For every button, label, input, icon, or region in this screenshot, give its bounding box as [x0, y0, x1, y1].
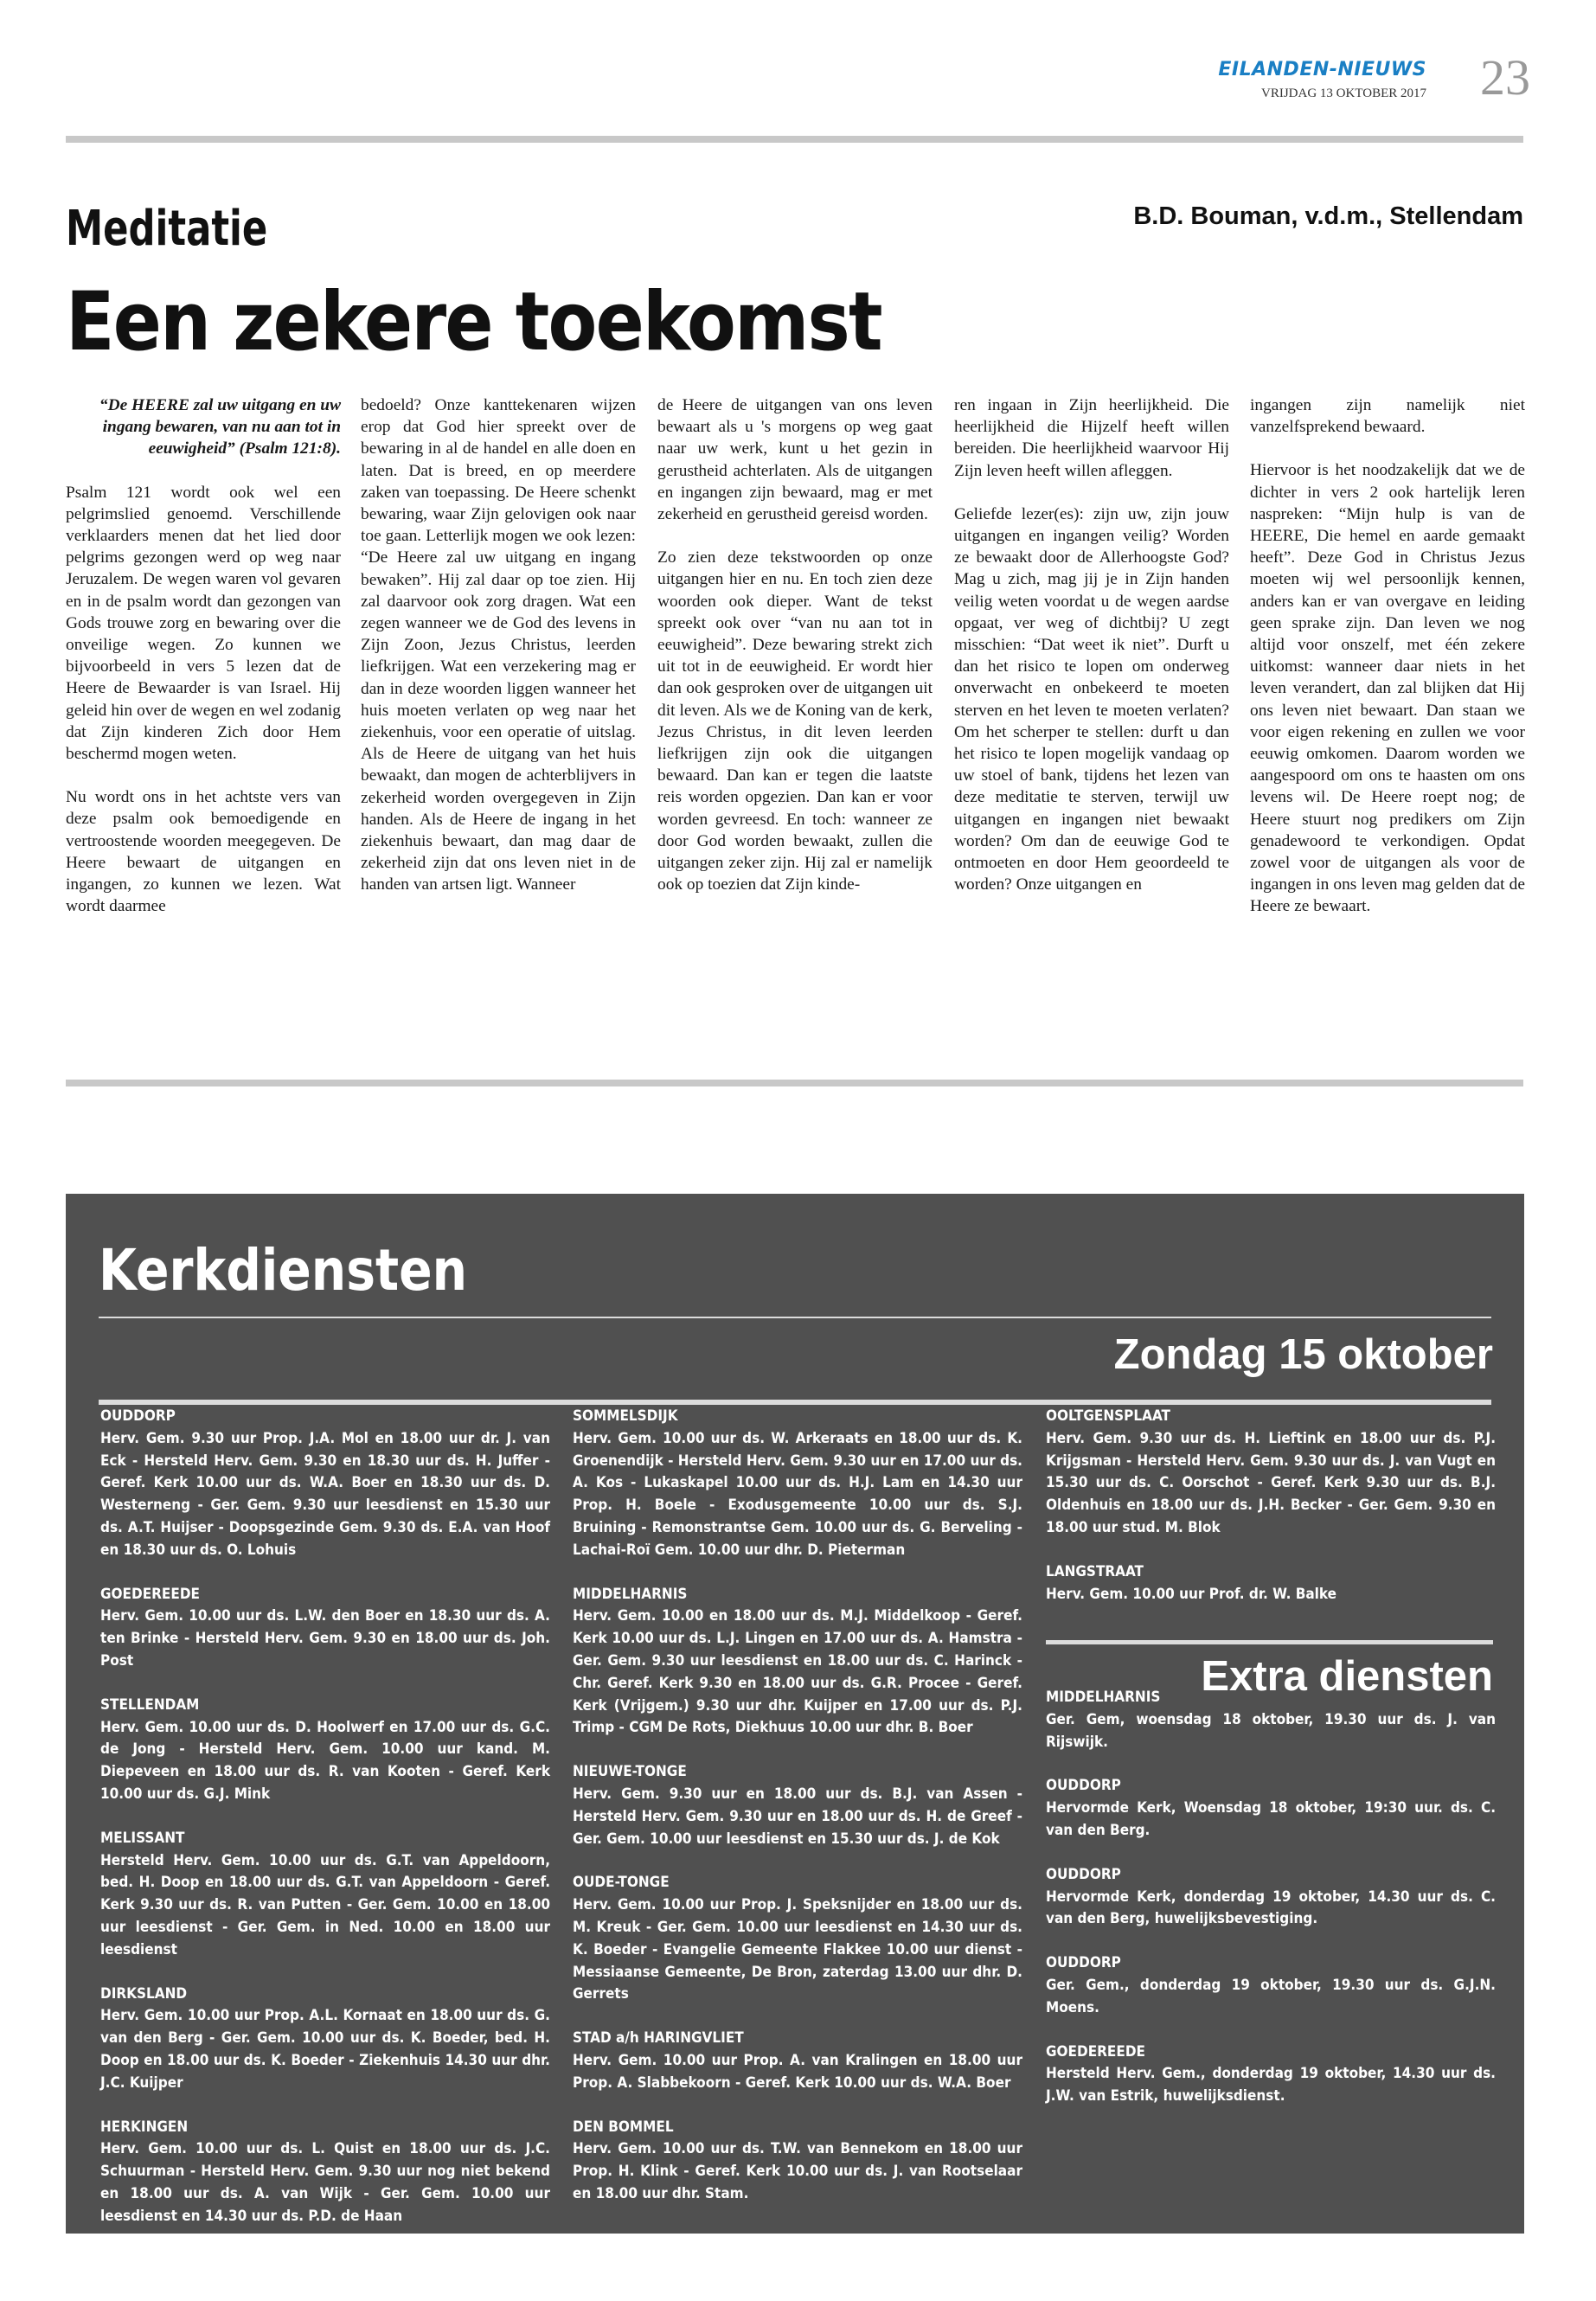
service-place: MELISSANT — [100, 1829, 185, 1847]
paragraph: Zo zien deze tekstwoorden op onze uitgangen hier en nu. En toch zien deze woorden ook dieper. Want de tekst spreekt ook over “van nu aan tot in eeuwigheid”. Deze bewaring strekt zich uit tot in de eeuwigheid. Er wordt hier dan ook gesproken over de uitgangen uit dit leven. Als we de Koning van de kerk, Jezus Christus, in dit leven leerden liefkrijgen zijn ook die uitgangen bewaard. Dan kan er tegen die laatste reis worden opgezien. Dan kan er voor worden gevreesd. En toch: wanneer ze door God worden bewaakt, zullen die uitgangen zeker zijn. Hij zal er namelijk ook op toezien dat Zijn kinde- — [657, 548, 933, 894]
title-rule — [99, 1317, 1491, 1318]
paragraph: ren ingaan in Zijn heerlijkheid. Die heerlijkheid die Hijzelf heeft willen bereiden. Die heerlijkheid waarvoor Hij Zijn leven heeft willen afleggen. — [954, 396, 1229, 480]
service-place: OUDDORP — [1046, 1865, 1121, 1883]
service-entry — [1046, 1952, 1496, 2019]
service-entry — [573, 2028, 1022, 2094]
service-entry — [100, 1406, 550, 1562]
service-details: Herv. Gem. 9.30 uur en 18.00 uur ds. B.J. van Assen - Hersteld Herv. Gem. 9.30 uur en 18.00 uur ds. H. de Greef - Ger. Gem. 10.00 uur leesdienst en 15.30 uur ds. J. de Kok — [573, 1785, 1022, 1848]
service-entry — [573, 1584, 1022, 1740]
service-place: LANGSTRAAT — [1046, 1562, 1144, 1580]
services-column-3 — [1046, 1406, 1496, 1627]
service-details: Herv. Gem. 10.00 uur Prof. dr. W. Balke — [1046, 1585, 1337, 1603]
service-entry — [573, 1406, 1022, 1562]
service-entry — [1046, 1406, 1496, 1540]
article-column-4 — [954, 394, 1229, 917]
byline: B.D. Bouman, v.d.m., Stellendam — [1133, 202, 1523, 230]
extra-rule — [1046, 1640, 1493, 1644]
service-place: OUDDORP — [100, 1407, 176, 1425]
bible-quote: “De HEERE zal uw uitgang en uw ingang bewaren, van nu aan tot in eeuwigheid” (Psalm 121:8). — [99, 396, 341, 458]
service-place: OUDDORP — [1046, 1777, 1121, 1795]
section-title: Meditatie — [66, 201, 268, 257]
kerkdiensten-box — [66, 1194, 1524, 2234]
service-place: DIRKSLAND — [100, 1984, 188, 2003]
page-number: 23 — [1480, 49, 1530, 106]
headline: Een zekere toekomst — [66, 275, 881, 369]
service-entry — [1046, 1687, 1496, 1753]
service-place: STAD a/h HARINGVLIET — [573, 2029, 744, 2048]
sunday-heading: Zondag 15 oktober — [1113, 1331, 1493, 1378]
service-place: GOEDEREEDE — [1046, 2042, 1145, 2061]
service-details: Hersteld Herv. Gem. 10.00 uur ds. G.T. van Appeldoorn, bed. H. Doop en 18.00 uur ds. G.T. van Appeldoorn - Geref. Kerk 9.30 uur ds. R. van Putten - Ger. Gem. 10.00 en 18.00 uur leesdienst - Ger. Gem. in Ned. 10.00 en 18.00 uur leesdienst — [100, 1851, 550, 1958]
service-details: Herv. Gem. 9.30 uur Prop. J.A. Mol en 18.00 uur dr. J. van Eck - Hersteld Herv. Gem. 9.30 en 18.30 uur ds. H. Juffer - Geref. Kerk 10.00 uur ds. W.A. Boer en 18.30 uur ds. D. Westerneng - Ger. Gem. 9.30 uur leesdienst en 15.30 uur ds. A.T. Huijser - Doopsgezinde Gem. 9.30 ds. E.A. van Hoof en 18.30 uur ds. O. Lohuis — [100, 1429, 550, 1559]
article-column-1 — [66, 394, 341, 939]
service-details: Herv. Gem. 10.00 en 18.00 uur ds. M.J. Middelkoop - Geref. Kerk 10.00 uur ds. L.J. Lingen en 17.00 uur ds. A. Hamstra - Ger. Gem. 9.30 uur leesdienst en 18.00 uur ds. C. Harinck - Chr. Geref. Kerk 9.30 en 18.00 uur ds. G.R. Procee - Geref. Kerk (Vrijgem.) 9.30 uur dhr. Kuijper en 17.00 uur ds. P.J. Trimp - CGM De Rots, Diekhuus 10.00 uur dhr. B. Boer — [573, 1607, 1022, 1737]
extra-services-column — [1046, 1687, 1496, 2130]
service-details: Ger. Gem., donderdag 19 oktober, 19.30 uur ds. G.J.N. Moens. — [1046, 1976, 1496, 2016]
extra-heading: Extra diensten — [1201, 1653, 1493, 1700]
service-entry — [573, 2117, 1022, 2206]
service-details: Herv. Gem. 10.00 uur ds. L.W. den Boer en 18.30 uur ds. A. ten Brinke - Hersteld Herv. Gem. 9.30 en 18.00 uur ds. Joh. Post — [100, 1607, 550, 1670]
service-details: Herv. Gem. 10.00 uur Prop. A.L. Kornaat en 18.00 uur ds. G. van den Berg - Ger. Gem. 10.00 uur ds. K. Boeder, bed. H. Doop en 18.00 uur ds. K. Boeder - Ziekenhuis 14.30 uur dhr. J.C. Kuijper — [100, 2007, 550, 2092]
service-details: Hervormde Kerk, donderdag 19 oktober, 14.30 uur ds. C. van den Berg, huwelijksbevestiging. — [1046, 1888, 1496, 1928]
service-entry — [573, 1761, 1022, 1850]
service-entry — [100, 1828, 550, 1962]
service-place: GOEDEREEDE — [100, 1585, 200, 1603]
service-details: Herv. Gem. 10.00 uur Prop. J. Speksnijder en 18.00 uur ds. M. Kreuk - Ger. Gem. 10.00 uur leesdienst en 14.30 uur ds. K. Boeder - Evangelie Gemeente Flakkee 10.00 uur dienst - Messiaanse Gemeente, De Bron, zaterdag 13.00 uur dhr. D. Gerrets — [573, 1896, 1022, 2003]
article-column-5 — [1250, 394, 1525, 939]
service-place: OUDE-TONGE — [573, 1874, 670, 1892]
service-details: Herv. Gem. 10.00 uur Prop. A. van Kralingen en 18.00 uur Prop. A. Slabbekoorn - Geref. Kerk 10.00 uur ds. W.A. Boer — [573, 2051, 1022, 2092]
service-details: Herv. Gem. 10.00 uur ds. T.W. van Bennekom en 18.00 uur Prop. H. Klink - Geref. Kerk 10.00 uur ds. J. van Rootselaar en 18.00 uur dhr. Stam. — [573, 2140, 1022, 2202]
service-details: Hervormde Kerk, Woensdag 18 oktober, 19:30 uur. ds. C. van den Berg. — [1046, 1799, 1496, 1839]
paragraph: Psalm 121 wordt ook wel een pelgrimslied genoemd. Verschillende verklaarders menen dat het lied door pelgrims gezongen werd op weg naar Jeruzalem. De wegen waren vol gevaren en in de psalm wordt dan gezongen van Gods trouwe zorg en bewaring over die onveilige wegen. Zo kunnen we bijvoorbeeld in vers 5 lezen dat de Heere de Bewaarder is van Israel. Hij geleid hin over de wegen en wel zodanig dat Zijn kinderen Zich door Hem beschermd mogen weten. — [66, 483, 341, 764]
service-entry — [1046, 1775, 1496, 1842]
service-details: Herv. Gem. 10.00 uur ds. W. Arkeraats en 18.00 uur ds. K. Groenendijk - Hersteld Herv. Gem. 9.30 uur en 17.00 uur ds. A. Kos - Lukaskapel 10.00 uur ds. H.J. Lam en 14.30 uur Prop. H. Boele - Exodusgemeente 10.00 uur ds. S.J. Bruining - Remonstrantse Gem. 10.00 uur ds. G. Berveling - Lachai-Roï Gem. 10.00 uur dhr. D. Pieterman — [573, 1429, 1022, 1559]
service-place: SOMMELSDIJK — [573, 1407, 678, 1425]
newspaper-name: EILANDEN-NIEUWS — [1218, 59, 1426, 80]
service-details: Herv. Gem. 10.00 uur ds. D. Hoolwerf en 17.00 uur ds. G.C. de Jong - Hersteld Herv. Gem. 10.00 uur kand. M. Diepeveen en 18.00 uur ds. R. van Kooten - Geref. Kerk 10.00 uur ds. G.J. Mink — [100, 1718, 550, 1803]
service-place: MIDDELHARNIS — [1046, 1689, 1161, 1706]
service-entry — [573, 1872, 1022, 2006]
service-details: Ger. Gem, woensdag 18 oktober, 19.30 uur ds. J. van Rijswijk. — [1046, 1710, 1496, 1751]
paragraph: de Heere de uitgangen van ons leven bewaart als u 's morgens op weg gaat naar uw werk, kunt u het gezin in gerustheid achterlaten. Als de uitgangen en ingangen zijn bewaard, mag er met zekerheid en gerustheid gereisd worden. — [657, 396, 933, 524]
article-column-3 — [657, 394, 933, 917]
service-place: OUDDORP — [1046, 1954, 1121, 1972]
service-entry — [100, 1584, 550, 1673]
top-divider — [66, 136, 1523, 143]
service-place: HERKINGEN — [100, 2118, 189, 2136]
paragraph: Geliefde lezer(es): zijn uw, zijn jouw uitgangen en ingangen veilig? Worden ze bewaakt door de Allerhoogste God? Mag u zich, mag jij je in Zijn handen veilig weten voordat u de wegen aardse opgaat, ver weg of dichtbij? U zegt misschien: “Dat weet ik niet”. Durft u dan het risico te lopen om onderweg onverwacht en onbekeerd te moeten sterven en het leven te moeten verlaten? Om het scherper te stellen: durft u dan het risico te lopen mogelijk vandaag op uw stoel of bank, tijdens het lezen van deze meditatie te sterven, terwijl uw uitgangen en ingangen niet bewaakt worden? Om dan de eeuwige God te ontmoeten en door Hem geoordeeld te worden? Onze uitgangen en — [954, 504, 1229, 894]
sunday-rule — [99, 1400, 1491, 1405]
service-place: STELLENDAM — [100, 1695, 200, 1714]
paragraph: bedoeld? Onze kanttekenaren wijzen erop dat God hier spreekt over de bewaring in al de handel en alle doen en laten. Dat is breed, en op meerdere zaken van toepassing. De Heere schenkt bewaring, waar Zijn gelovigen ook naar toe gaan. Letterlijk mogen we ook lezen: “De Heere zal uw uitgang en ingang bewaken”. Hij zal daar op toe zien. Hij zal daarvoor ook zorg dragen. Wat een zegen wanneer we de God des levens in Zijn Zoon, Jezus Christus, leerden liefkrijgen. Wat een verzekering mag er dan in deze woorden liggen wanneer het huis moeten verlaten op weg naar het ziekenhuis, voor een operatie of uitslag. Als de Heere de uitgang van het huis bewaakt, dan mogen de achterblijvers in zekerheid worden overgegeven in Zijn handen. Als de Heere de ingang in het ziekenhuis bewaart, dan mag daar de zekerheid zijn dat ons leven niet in de handen van artsen ligt. Wanneer — [361, 396, 636, 894]
article-column-2 — [361, 394, 636, 918]
service-entry — [1046, 2041, 1496, 2108]
service-place: MIDDELHARNIS — [573, 1585, 688, 1603]
service-place: DEN BOMMEL — [573, 2118, 674, 2136]
service-entry — [100, 1695, 550, 1806]
paragraph: ingangen zijn namelijk niet vanzelfsprekend bewaard. — [1250, 396, 1525, 437]
paragraph: Nu wordt ons in het achtste vers van deze psalm ook bemoedigende en vertroostende woorden meegegeven. De Heere bewaart de uitgangen en ingangen, zo kunnen we lezen. Wat wordt daarmee — [66, 788, 341, 916]
service-place: OOLTGENSPLAAT — [1046, 1407, 1170, 1425]
service-details: Herv. Gem. 10.00 uur ds. L. Quist en 18.00 uur ds. J.C. Schuurman - Hersteld Herv. Gem. 9.30 uur nog niet bekend en 18.00 uur ds. A. van Wijk - Ger. Gem. 10.00 uur leesdienst en 14.30 uur ds. P.D. de Haan — [100, 2140, 550, 2225]
services-column-2 — [573, 1406, 1022, 2227]
masthead — [1184, 49, 1530, 106]
service-entry — [1046, 1561, 1496, 1606]
article-body — [66, 394, 1523, 1017]
service-details: Herv. Gem. 9.30 uur ds. H. Lieftink en 18.00 uur ds. P.J. Krijgsman - Hersteld Herv. Gem. 9.30 uur ds. J. van Vugt en 15.30 uur ds. C. Oorschot - Geref. Kerk 9.30 uur ds. B.J. Oldenhuis en 18.00 uur ds. J.H. Becker - Ger. Gem. 9.30 en 18.00 uur stud. M. Blok — [1046, 1429, 1496, 1536]
services-column-1 — [100, 1406, 550, 2250]
issue-date: VRIJDAG 13 OKTOBER 2017 — [1261, 87, 1426, 100]
paragraph: Hiervoor is het noodzakelijk dat we de dichter in vers 2 ook hartelijk leren naspreken: “Mijn hulp is van de HEERE, Die hemel en aarde gemaakt heeft”. Deze God in Christus Jezus moeten wij wel persoonlijk kennen, anders kan er van overgave en leiding geen sprake zijn. Dan leven we nog altijd voor onszelf, met één zekere uitkomst: wanneer daar niets in het leven verandert, dan zal blijken dat Hij ons leven niet bewaart. Dan staan we voor eigen rekening en zullen we voor eeuwig omkomen. Daarom worden we aangespoord om ons te haasten om ons levens wil. De Heere roept nog; de Heere stuurt nog predikers om Zijn genadewoord te verkondigen. Opdat zowel voor de uitgangen als voor de ingangen in ons leven mag gelden dat de Heere ze bewaart. — [1250, 461, 1525, 916]
service-details: Hersteld Herv. Gem., donderdag 19 oktober, 14.30 uur ds. J.W. van Estrik, huwelijksdienst. — [1046, 2065, 1496, 2106]
service-place: NIEUWE-TONGE — [573, 1763, 687, 1781]
mid-divider — [66, 1080, 1523, 1086]
service-entry — [100, 1984, 550, 2095]
kerkdiensten-title: Kerkdiensten — [99, 1237, 468, 1304]
service-entry — [100, 2117, 550, 2228]
service-entry — [1046, 1864, 1496, 1931]
